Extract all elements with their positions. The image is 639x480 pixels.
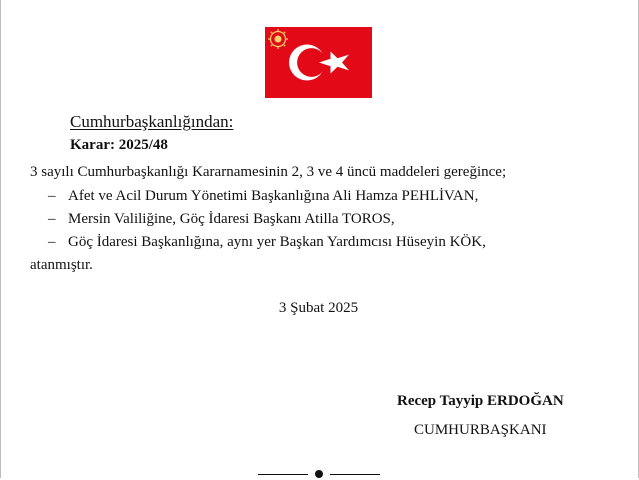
page-title: Cumhurbaşkanlığından:	[70, 112, 234, 131]
list-dash: –	[48, 234, 56, 250]
intro-paragraph: 3 sayılı Cumhurbaşkanlığı Kararnamesinin 2, 3 ve 4 üncü maddeleri gereğince;	[30, 164, 507, 180]
section-separator	[258, 466, 380, 480]
turkish-flag-icon	[265, 27, 372, 98]
list-dash: –	[48, 188, 56, 204]
separator-line-left	[258, 474, 308, 475]
presidential-seal-icon	[268, 29, 288, 49]
signer-title: CUMHURBAŞKANI	[414, 422, 547, 438]
list-item	[48, 234, 486, 251]
decision-number: Karar: 2025/48	[70, 137, 168, 153]
separator-dot-icon	[315, 470, 323, 478]
separator-line-right	[330, 474, 380, 475]
list-item	[48, 211, 395, 228]
list-item-text: Mersin Valiliğine, Göç İdaresi Başkanı Atilla TOROS,	[68, 211, 395, 227]
closing-text: atanmıştır.	[30, 257, 93, 273]
list-item-text: Göç İdaresi Başkanlığına, aynı yer Başkan Yardımcısı Hüseyin KÖK,	[68, 234, 486, 250]
document-date: 3 Şubat 2025	[278, 300, 359, 316]
list-item	[48, 188, 478, 205]
list-item-text: Afet ve Acil Durum Yönetimi Başkanlığına Ali Hamza PEHLİVAN,	[68, 188, 479, 204]
list-dash: –	[48, 211, 56, 227]
signer-name: Recep Tayyip ERDOĞAN	[397, 393, 564, 409]
